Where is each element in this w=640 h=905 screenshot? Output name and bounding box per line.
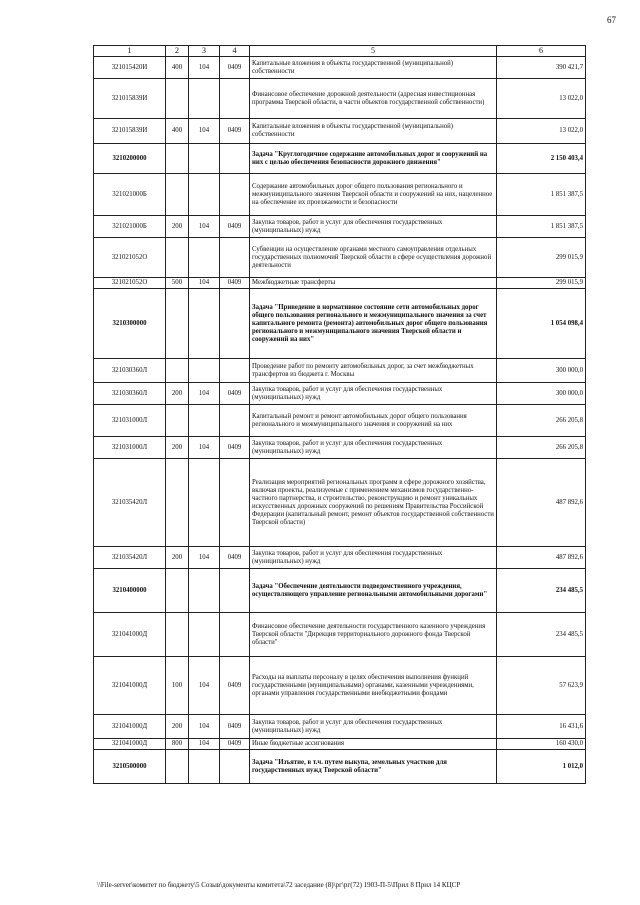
cell-code: 321041000Д <box>94 715 166 739</box>
cell-vr <box>166 144 189 174</box>
cell-pr: 0409 <box>220 216 250 238</box>
cell-pr: 0409 <box>220 119 250 144</box>
cell-name: Межбюджетные трансферты <box>250 278 497 289</box>
cell-rz: 104 <box>189 119 220 144</box>
header-pr: 4 <box>220 46 250 57</box>
cell-name: Проведение работ по ремонту автомобильных дорог, за счет межбюджетных трансфертов из бюджета г. Москвы <box>250 359 497 383</box>
cell-amount: 57 623,9 <box>497 657 586 715</box>
cell-pr: 0409 <box>220 657 250 715</box>
cell-rz <box>189 289 220 359</box>
cell-amount: 487 892,6 <box>497 459 586 547</box>
task-row <box>94 750 586 784</box>
cell-rz <box>189 359 220 383</box>
cell-amount: 300 000,0 <box>497 359 586 383</box>
cell-code: 321041000Д <box>94 739 166 750</box>
cell-code: 321015839И <box>94 79 166 119</box>
cell-amount: 16 431,6 <box>497 715 586 739</box>
cell-name: Финансовое обеспечение дорожной деятельности (адресная инвестиционная программа Тверской области, в части объектов государственной собственности) <box>250 79 497 119</box>
table-row <box>94 437 586 459</box>
cell-name: Задача "Изъятие, в т.ч. путем выкупа, земельных участков для государственных нужд Тверской области" <box>250 750 497 784</box>
table-row <box>94 613 586 657</box>
cell-rz: 104 <box>189 547 220 569</box>
cell-name: Финансовое обеспечение деятельности государственного казенного учреждения Тверской области "Дирекция территориального дорожного фонда Тверской области" <box>250 613 497 657</box>
cell-rz: 104 <box>189 278 220 289</box>
cell-name: Реализация мероприятий региональных программ в сфере дорожного хозяйства, включая проекты, реализуемые с применением механизмов государственно-частного партнерства, и строительство, реконструкцию и ремонт уникальных искусственных дорожных сооружений по решениям Правительства Российской Федерации (капитальный ремонт, ремонт объектов государственной собственности Тверской области) <box>250 459 497 547</box>
cell-rz <box>189 79 220 119</box>
cell-rz <box>189 405 220 437</box>
cell-amount: 1 054 098,4 <box>497 289 586 359</box>
cell-pr <box>220 359 250 383</box>
cell-rz: 104 <box>189 715 220 739</box>
table-row <box>94 459 586 547</box>
cell-vr: 200 <box>166 437 189 459</box>
cell-name: Иные бюджетные ассигнования <box>250 739 497 750</box>
task-row <box>94 144 586 174</box>
cell-code: 3210500000 <box>94 750 166 784</box>
cell-rz: 104 <box>189 383 220 405</box>
cell-rz <box>189 613 220 657</box>
cell-amount: 2 150 403,4 <box>497 144 586 174</box>
table-row <box>94 547 586 569</box>
header-name: 5 <box>250 46 497 57</box>
cell-name: Закупка товаров, работ и услуг для обеспечения государственных (муниципальных) нужд <box>250 547 497 569</box>
table-row <box>94 238 586 278</box>
cell-code: 321030360Л <box>94 383 166 405</box>
cell-amount: 234 485,5 <box>497 569 586 613</box>
footer-file-path: \\File-server\комитет по бюджету\5 Созыв\документы комитета\72 заседание (8)\рг\рг(72) 1903-П-5\Прил 8 Прил 14 КЦСР <box>97 881 461 889</box>
cell-pr: 0409 <box>220 278 250 289</box>
cell-pr: 0409 <box>220 547 250 569</box>
cell-name: Капитальные вложения в объекты государственной (муниципальной) собственности <box>250 119 497 144</box>
cell-amount: 1 012,0 <box>497 750 586 784</box>
cell-pr <box>220 238 250 278</box>
cell-amount: 300 000,0 <box>497 383 586 405</box>
cell-amount: 1 851 387,5 <box>497 174 586 216</box>
cell-pr <box>220 405 250 437</box>
cell-code: 321015839И <box>94 119 166 144</box>
cell-code: 321035420Л <box>94 459 166 547</box>
cell-rz: 104 <box>189 57 220 79</box>
table-body <box>94 57 586 784</box>
table-row <box>94 119 586 144</box>
cell-vr: 200 <box>166 216 189 238</box>
table-row <box>94 174 586 216</box>
cell-rz: 104 <box>189 216 220 238</box>
cell-pr: 0409 <box>220 383 250 405</box>
cell-pr <box>220 750 250 784</box>
cell-code: 321041000Д <box>94 613 166 657</box>
header-code: 1 <box>94 46 166 57</box>
cell-amount: 160 430,0 <box>497 739 586 750</box>
table-row <box>94 79 586 119</box>
cell-code: 321021000Б <box>94 216 166 238</box>
cell-code: 3210200000 <box>94 144 166 174</box>
table-row <box>94 216 586 238</box>
cell-name: Расходы на выплаты персоналу в целях обеспечения выполнения функций государственными (муниципальными) органами, казенными учреждениями, органами управления государственными внебюджетными фондами <box>250 657 497 715</box>
table-row <box>94 715 586 739</box>
cell-vr <box>166 613 189 657</box>
cell-name: Закупка товаров, работ и услуг для обеспечения государственных (муниципальных) нужд <box>250 437 497 459</box>
task-row <box>94 569 586 613</box>
cell-rz: 104 <box>189 437 220 459</box>
cell-amount: 299 015,9 <box>497 278 586 289</box>
cell-name: Капитальные вложения в объекты государственной (муниципальной) собственности <box>250 57 497 79</box>
cell-amount: 487 892,6 <box>497 547 586 569</box>
cell-rz <box>189 238 220 278</box>
table-row <box>94 383 586 405</box>
cell-code: 321031000Л <box>94 405 166 437</box>
cell-vr: 200 <box>166 547 189 569</box>
cell-code: 321031000Л <box>94 437 166 459</box>
header-vr: 2 <box>166 46 189 57</box>
cell-amount: 1 851 387,5 <box>497 216 586 238</box>
cell-amount: 299 015,9 <box>497 238 586 278</box>
cell-rz: 104 <box>189 657 220 715</box>
table-row <box>94 57 586 79</box>
cell-code: 321021052О <box>94 278 166 289</box>
table-row <box>94 739 586 750</box>
cell-vr <box>166 750 189 784</box>
cell-vr <box>166 238 189 278</box>
table-row <box>94 278 586 289</box>
cell-code: 321035420Л <box>94 547 166 569</box>
cell-amount: 266 205,8 <box>497 437 586 459</box>
header-amount: 6 <box>497 46 586 57</box>
cell-name: Капитальный ремонт и ремонт автомобильных дорог общего пользования регионального и межмуниципального значения и сооружений на них <box>250 405 497 437</box>
cell-vr: 200 <box>166 715 189 739</box>
cell-code: 321021000Б <box>94 174 166 216</box>
task-row <box>94 289 586 359</box>
cell-name: Задача "Приведение в нормативное состояние сети автомобильных дорог общего пользования регионального и межмуниципального значения за счет капитального ремонта (ремонта) автомобильных дорог общего пользования регионального и межмуниципального значения Тверской области и сооружений на них" <box>250 289 497 359</box>
cell-vr: 400 <box>166 119 189 144</box>
budget-table <box>93 45 586 784</box>
cell-pr: 0409 <box>220 437 250 459</box>
cell-rz <box>189 144 220 174</box>
cell-rz <box>189 569 220 613</box>
cell-code: 3210300000 <box>94 289 166 359</box>
cell-name: Закупка товаров, работ и услуг для обеспечения государственных (муниципальных) нужд <box>250 383 497 405</box>
cell-vr: 500 <box>166 278 189 289</box>
cell-amount: 266 205,8 <box>497 405 586 437</box>
cell-vr <box>166 459 189 547</box>
cell-amount: 13 022,0 <box>497 79 586 119</box>
cell-code: 321041000Д <box>94 657 166 715</box>
cell-pr <box>220 144 250 174</box>
cell-code: 3210400000 <box>94 569 166 613</box>
cell-pr: 0409 <box>220 57 250 79</box>
table-row <box>94 359 586 383</box>
cell-vr: 200 <box>166 383 189 405</box>
cell-amount: 13 022,0 <box>497 119 586 144</box>
cell-code: 321015420И <box>94 57 166 79</box>
table-row <box>94 657 586 715</box>
cell-pr <box>220 174 250 216</box>
cell-name: Закупка товаров, работ и услуг для обеспечения государственных (муниципальных) нужд <box>250 715 497 739</box>
cell-rz <box>189 459 220 547</box>
cell-name: Закупка товаров, работ и услуг для обеспечения государственных (муниципальных) нужд <box>250 216 497 238</box>
cell-rz <box>189 174 220 216</box>
cell-vr: 100 <box>166 657 189 715</box>
cell-vr <box>166 405 189 437</box>
cell-vr <box>166 289 189 359</box>
cell-vr <box>166 569 189 613</box>
cell-pr <box>220 569 250 613</box>
cell-vr: 800 <box>166 739 189 750</box>
cell-name: Задача "Обеспечение деятельности подведомственного учреждения, осуществляющего управление региональными автомобильными дорогами" <box>250 569 497 613</box>
cell-name: Субвенции на осуществление органами местного самоуправления отдельных государственных полномочий Тверской области в сфере осуществления дорожной деятельности <box>250 238 497 278</box>
cell-amount: 234 485,5 <box>497 613 586 657</box>
cell-pr <box>220 289 250 359</box>
header-row <box>94 46 586 57</box>
cell-pr <box>220 459 250 547</box>
cell-code: 321030360Л <box>94 359 166 383</box>
cell-pr: 0409 <box>220 715 250 739</box>
cell-vr: 400 <box>166 57 189 79</box>
cell-pr <box>220 613 250 657</box>
page-number: 67 <box>607 15 616 25</box>
cell-pr <box>220 79 250 119</box>
cell-rz: 104 <box>189 739 220 750</box>
cell-vr <box>166 359 189 383</box>
cell-rz <box>189 750 220 784</box>
cell-pr: 0409 <box>220 739 250 750</box>
table-row <box>94 405 586 437</box>
cell-name: Содержание автомобильных дорог общего пользования регионального и межмуниципального значения Тверской области и сооружений на них, нацеленное на обеспечение их проезжаемости и безопасности <box>250 174 497 216</box>
cell-code: 321021052О <box>94 238 166 278</box>
cell-name: Задача "Круглогодичное содержание автомобильных дорог и сооружений на них с целью обеспечения безопасности дорожного движения" <box>250 144 497 174</box>
cell-amount: 390 421,7 <box>497 57 586 79</box>
header-rz: 3 <box>189 46 220 57</box>
cell-vr <box>166 79 189 119</box>
cell-vr <box>166 174 189 216</box>
